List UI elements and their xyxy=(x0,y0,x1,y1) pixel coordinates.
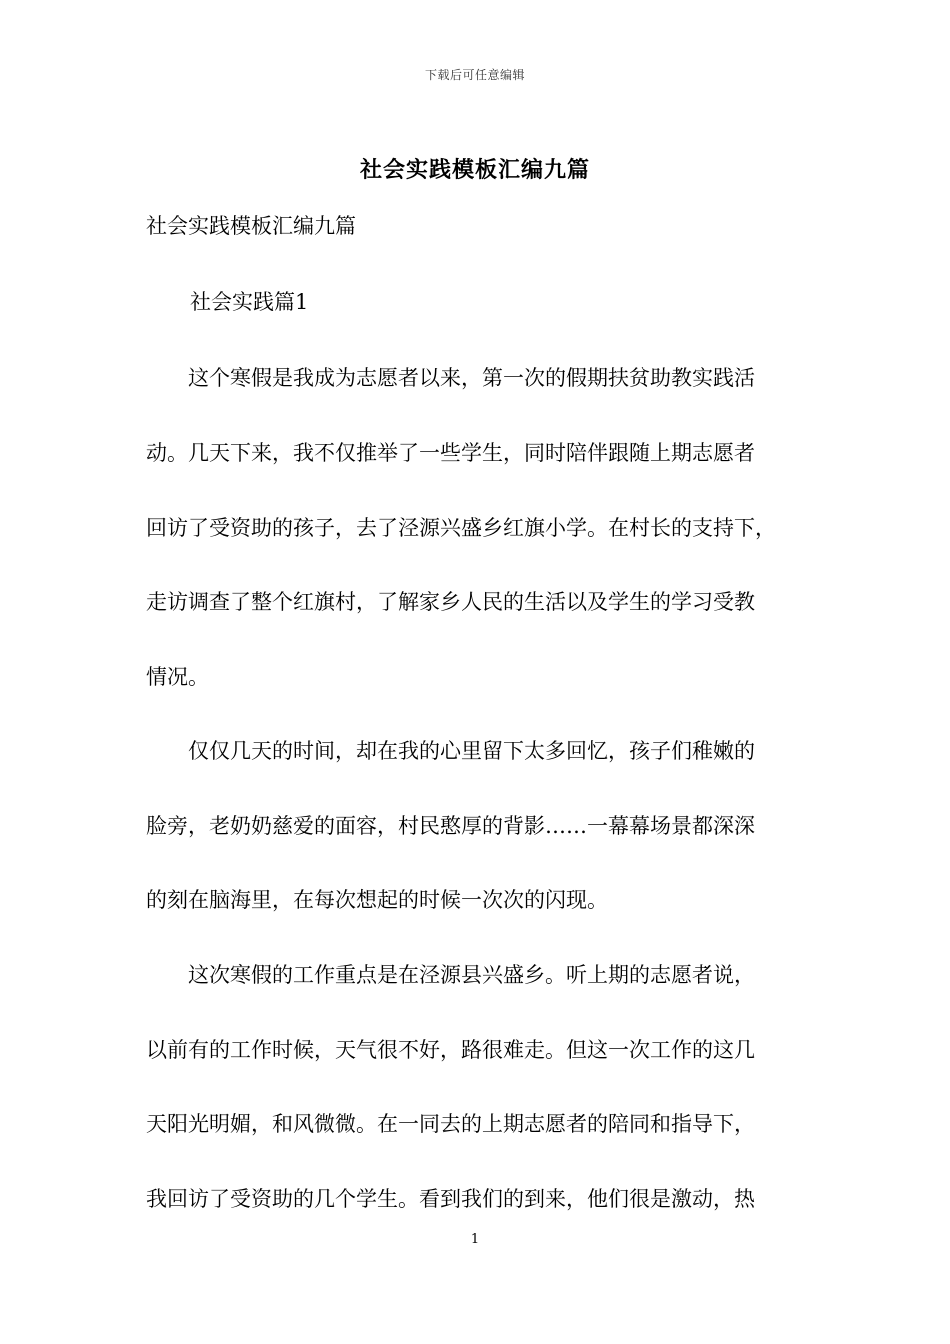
page-header-note: 下载后可任意编辑 xyxy=(424,68,525,82)
body-line: 以前有的工作时候，天气很不好，路很难走。但这一次工作的这几 xyxy=(146,1038,755,1062)
body-line: 走访调查了整个红旗村，了解家乡人民的生活以及学生的学习受教 xyxy=(146,590,755,614)
body-line: 的刻在脑海里，在每次想起的时候一次次的闪现。 xyxy=(146,888,608,912)
body-line: 这次寒假的工作重点是在泾源县兴盛乡。听上期的志愿者说， xyxy=(146,963,755,987)
document-subtitle: 社会实践模板汇编九篇 xyxy=(146,214,356,238)
body-line: 我回访了受资助的几个学生。看到我们的到来，他们很是激动，热 xyxy=(146,1187,755,1211)
document-title: 社会实践模板汇编九篇 xyxy=(359,157,590,183)
page-number: 1 xyxy=(470,1232,480,1247)
body-line: 天阳光明媚，和风微微。在一同去的上期志愿者的陪同和指导下， xyxy=(146,1112,755,1136)
body-line: 仅仅几天的时间，却在我的心里留下太多回忆，孩子们稚嫩的 xyxy=(146,739,755,763)
body-line: 情况。 xyxy=(146,665,209,689)
body-line: 动。几天下来，我不仅推举了一些学生，同时陪伴跟随上期志愿者 xyxy=(146,441,755,465)
section-heading: 社会实践篇1 xyxy=(190,290,309,314)
body-line: 脸旁，老奶奶慈爱的面容，村民憨厚的背影……一幕幕场景都深深 xyxy=(146,814,755,838)
body-line: 这个寒假是我成为志愿者以来，第一次的假期扶贫助教实践活 xyxy=(146,366,755,390)
body-line: 回访了受资助的孩子，去了泾源兴盛乡红旗小学。在村长的支持下， xyxy=(146,516,776,540)
